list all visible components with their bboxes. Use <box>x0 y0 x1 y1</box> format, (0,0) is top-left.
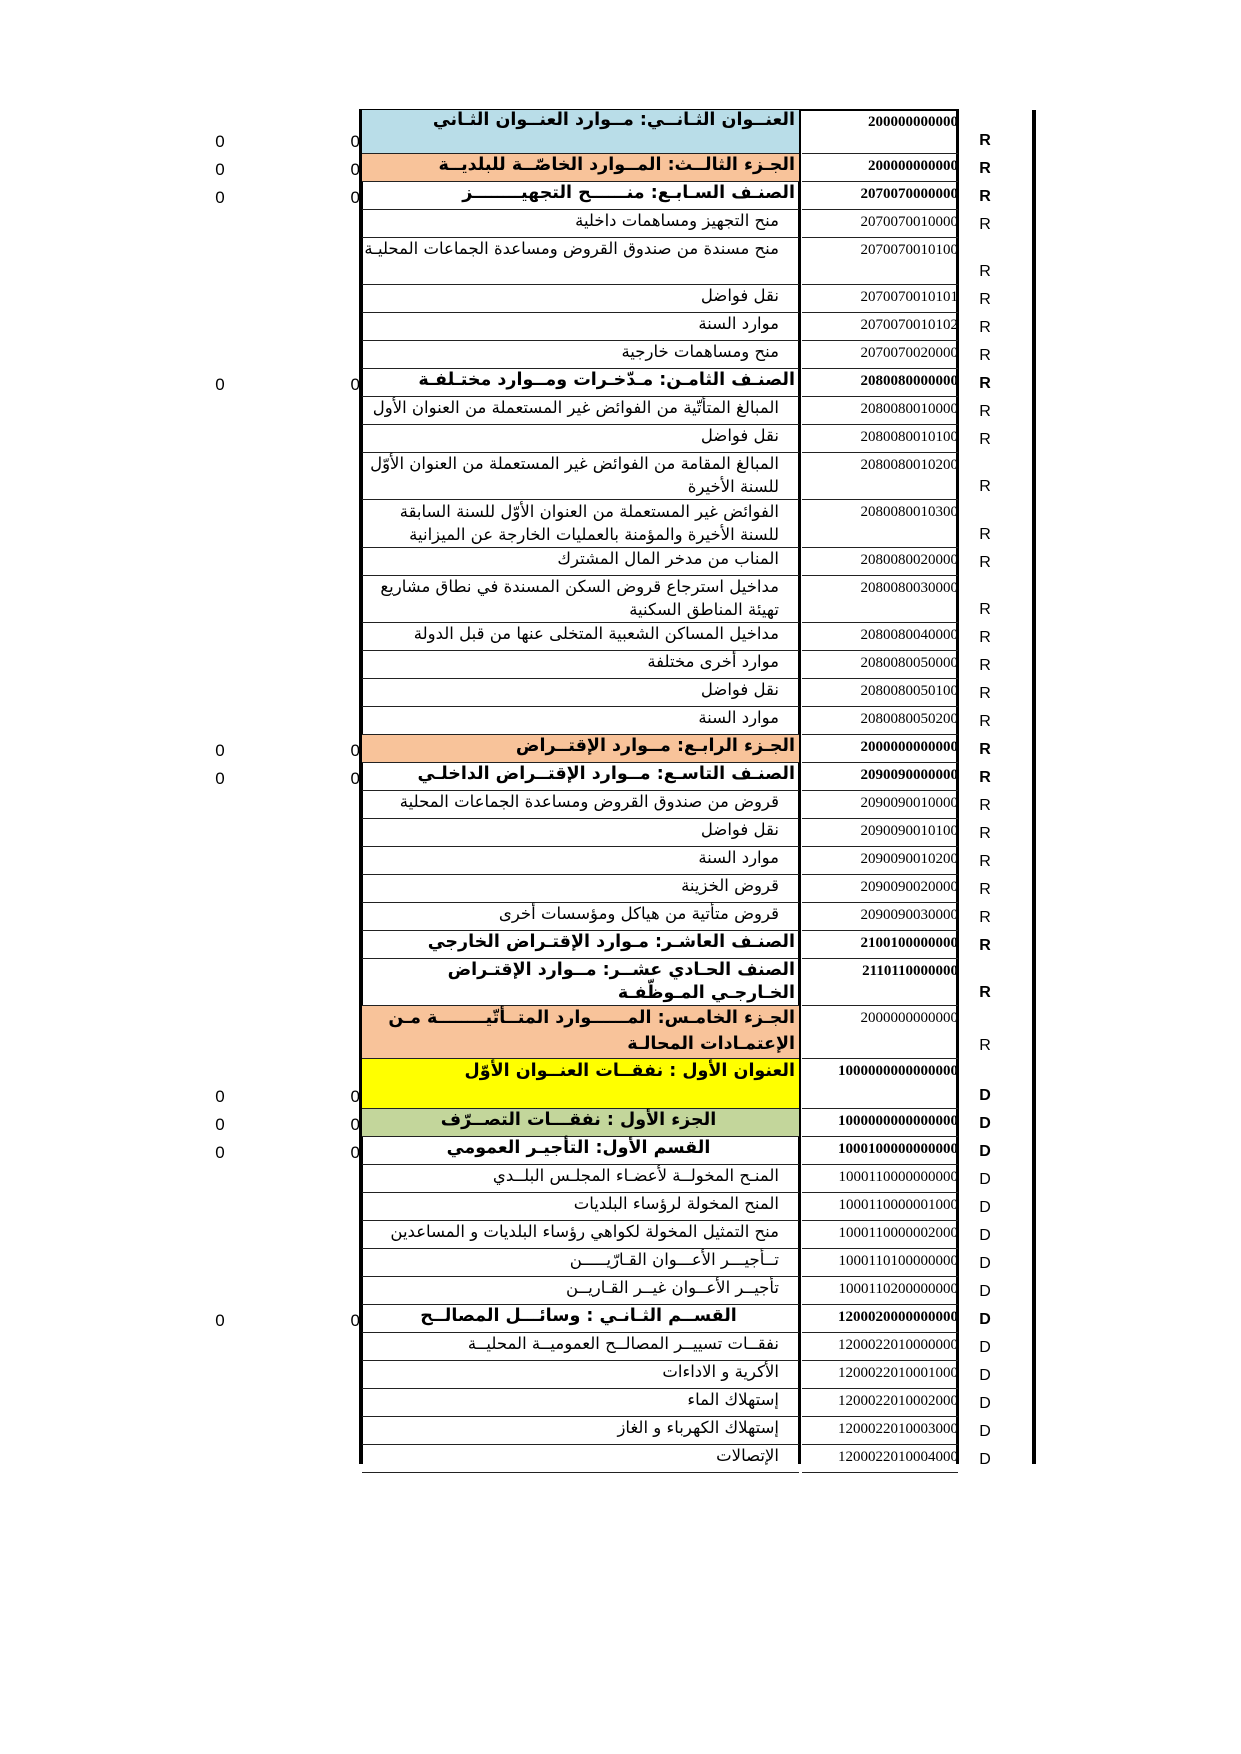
type-flag: R <box>979 853 991 870</box>
row-label-cell[interactable]: نقل فواضل <box>362 819 799 847</box>
left-zero-value: 0 <box>215 1311 225 1330</box>
table-row <box>0 875 1241 903</box>
account-code-cell[interactable]: 1000000000000000 <box>802 1109 958 1137</box>
row-label-cell[interactable]: قروض متأتية من هياكل ومؤسسات أخرى <box>362 903 799 931</box>
table-row <box>0 1277 1241 1305</box>
account-code-cell[interactable]: 1000100000000000 <box>802 1137 958 1165</box>
row-label-cell[interactable]: العنــوان الثـانــي: مــوارد العنــوان الثـاني <box>362 110 799 154</box>
row-label-cell[interactable]: موارد السنة <box>362 847 799 875</box>
table-row <box>0 959 1241 1006</box>
account-code-cell[interactable]: 200000000000 <box>802 110 958 154</box>
zero-value: 0 <box>350 741 360 760</box>
table-row <box>0 1445 1241 1473</box>
row-label-cell[interactable]: تأجيــر الأعــوان غيــر القـاريــن <box>362 1277 799 1305</box>
zero-value: 0 <box>350 375 360 394</box>
account-code-cell[interactable]: 1000110000001000 <box>802 1193 958 1221</box>
type-flag: D <box>979 1143 991 1160</box>
zero-value: 0 <box>350 1311 360 1330</box>
row-label-cell[interactable]: نفقــات تسييــر المصالــح العموميــة المحليــة <box>362 1333 799 1361</box>
type-flag: R <box>979 657 991 674</box>
left-zero-value: 0 <box>215 1143 225 1162</box>
row-label-cell[interactable]: القســم الثـانـي : وسائـــل المصالــح <box>362 1305 799 1333</box>
row-label-cell[interactable]: نقل فواضل <box>362 285 799 313</box>
type-flag: R <box>979 685 991 702</box>
account-code-cell[interactable]: 2080080020000 <box>802 548 958 576</box>
account-code-cell[interactable]: 1200022010000000 <box>802 1333 958 1361</box>
type-flag: D <box>979 1115 991 1132</box>
type-flag: R <box>979 741 991 758</box>
type-flag: D <box>979 1199 991 1216</box>
table-row <box>0 1221 1241 1249</box>
table-row <box>0 1193 1241 1221</box>
type-flag: D <box>979 1087 991 1104</box>
type-flag: R <box>979 1037 991 1054</box>
row-label-cell[interactable]: العنوان الأول : نفقــات العنــوان الأوّل <box>362 1059 799 1109</box>
row-label-cell[interactable]: الأكرية و الاداءات <box>362 1361 799 1389</box>
account-code-cell[interactable]: 2080080010300 <box>802 500 958 548</box>
row-label-cell[interactable]: إستهلاك الماء <box>362 1389 799 1417</box>
type-flag: R <box>979 375 991 392</box>
account-code-cell[interactable]: 2070070010101 <box>802 285 958 313</box>
type-flag: D <box>979 1367 991 1384</box>
type-flag: R <box>979 909 991 926</box>
account-code-cell[interactable]: 1000110200000000 <box>802 1277 958 1305</box>
account-code-cell[interactable]: 2090090020000 <box>802 875 958 903</box>
account-code-cell[interactable]: 1200022010001000 <box>802 1361 958 1389</box>
row-label-cell[interactable]: المبالغ المتأتّية من الفوائض غير المستعملة من العنوان الأول <box>362 397 799 425</box>
table-row <box>0 679 1241 707</box>
row-label-cell[interactable]: منح التمثيل المخولة لكواهي رؤساء البلديات و المساعدين <box>362 1221 799 1249</box>
row-label-cell[interactable]: مداخيل استرجاع قروض السكن المسندة في نطاق مشاريع تهيئة المناطق السكنية <box>362 576 799 623</box>
row-label-cell[interactable]: الصنـف الثامـن: مـدّخـرات ومــوارد مختـلفـة <box>362 369 799 397</box>
row-label-cell[interactable]: المنح المخولة لرؤساء البلديات <box>362 1193 799 1221</box>
table-row <box>0 285 1241 313</box>
type-flag: R <box>979 132 991 149</box>
type-flag: R <box>979 403 991 420</box>
account-code-cell[interactable]: 2000000000000 <box>802 1006 958 1059</box>
row-label-cell[interactable]: إستهلاك الكهرباء و الغاز <box>362 1417 799 1445</box>
row-label-cell[interactable]: الإتصالات <box>362 1445 799 1473</box>
account-code-cell[interactable]: 2080080010200 <box>802 453 958 500</box>
type-flag: R <box>979 160 991 177</box>
zero-value: 0 <box>350 1143 360 1162</box>
table-row <box>0 1137 1241 1165</box>
type-flag: R <box>979 797 991 814</box>
account-code-cell[interactable]: 2070070010100 <box>802 238 958 285</box>
table-row <box>0 791 1241 819</box>
account-code-cell[interactable]: 2070070010102 <box>802 313 958 341</box>
table-row <box>0 500 1241 548</box>
row-label-cell[interactable]: المبالغ المقامة من الفوائض غير المستعملة من العنوان الأوّل للسنة الأخيرة <box>362 453 799 500</box>
table-row <box>0 1305 1241 1333</box>
zero-value: 0 <box>350 1087 360 1106</box>
type-flag: R <box>979 263 991 280</box>
table-row <box>0 1059 1241 1109</box>
account-code-cell[interactable]: 1000110000000000 <box>802 1165 958 1193</box>
type-flag: D <box>979 1451 991 1468</box>
table-row <box>0 313 1241 341</box>
type-flag: R <box>979 188 991 205</box>
table-row <box>0 903 1241 931</box>
row-label-cell[interactable]: الجـزء الخامـس: المــــــوارد المتــأتّيــــــــة مـن الإعتمـادات المحالـة <box>362 1006 799 1059</box>
table-row <box>0 735 1241 763</box>
account-code-cell[interactable]: 2080080040000 <box>802 623 958 651</box>
type-flag: D <box>979 1423 991 1440</box>
table-row <box>0 819 1241 847</box>
type-flag: D <box>979 1395 991 1412</box>
row-label-cell[interactable]: منح ومساهمات خارجية <box>362 341 799 369</box>
row-label-cell[interactable]: منح التجهيز ومساهمات داخلية <box>362 210 799 238</box>
row-label-cell[interactable]: موارد السنة <box>362 707 799 735</box>
left-zero-value: 0 <box>215 1087 225 1106</box>
table-row <box>0 847 1241 875</box>
zero-value: 0 <box>350 132 360 151</box>
type-flag: R <box>979 629 991 646</box>
zero-value: 0 <box>350 160 360 179</box>
row-label-cell[interactable]: نقل فواضل <box>362 679 799 707</box>
row-label-cell[interactable]: الصنـف العاشـر: مـوارد الإقتـراض الخارجي <box>362 931 799 959</box>
row-label-cell[interactable]: القسم الأول: التأجيـر العمومي <box>362 1137 799 1165</box>
type-flag: R <box>979 478 991 495</box>
row-label-cell[interactable]: الصنـف التاسـع: مــوارد الإقتــراض الداخلـي <box>362 763 799 791</box>
type-flag: R <box>979 601 991 618</box>
table-row <box>0 623 1241 651</box>
account-code-cell[interactable]: 2110110000000 <box>802 959 958 1006</box>
account-code-cell[interactable]: 2100100000000 <box>802 931 958 959</box>
row-label-cell[interactable]: الصنـف السـابـع: منــــــح التجهيــــــــز <box>362 182 799 210</box>
table-row <box>0 238 1241 285</box>
table-row <box>0 1389 1241 1417</box>
table-row <box>0 763 1241 791</box>
type-flag: R <box>979 713 991 730</box>
table-row <box>0 341 1241 369</box>
account-code-cell[interactable]: 2090090030000 <box>802 903 958 931</box>
account-code-cell[interactable]: 2090090000000 <box>802 763 958 791</box>
left-zero-value: 0 <box>215 188 225 207</box>
table-row <box>0 1006 1241 1059</box>
account-code-cell[interactable]: 200000000000 <box>802 154 958 182</box>
left-zero-value: 0 <box>215 160 225 179</box>
table-row <box>0 931 1241 959</box>
table-row <box>0 1333 1241 1361</box>
zero-value: 0 <box>350 769 360 788</box>
table-row <box>0 576 1241 623</box>
account-code-cell[interactable]: 2090090010000 <box>802 791 958 819</box>
account-code-cell[interactable]: 2080080050000 <box>802 651 958 679</box>
left-zero-value: 0 <box>215 132 225 151</box>
row-label-cell[interactable]: موارد السنة <box>362 313 799 341</box>
row-label-cell[interactable]: منح مسندة من صندوق القروض ومساعدة الجماعات المحليـة <box>362 238 799 285</box>
table-row <box>0 110 1241 154</box>
table-row <box>0 1249 1241 1277</box>
table-row <box>0 707 1241 735</box>
type-flag: R <box>979 526 991 543</box>
type-flag: R <box>979 937 991 954</box>
type-flag: D <box>979 1283 991 1300</box>
row-label-cell[interactable]: المنـح المخولــة لأعضـاء المجلـس البلــدي <box>362 1165 799 1193</box>
zero-value: 0 <box>350 1115 360 1134</box>
type-flag: D <box>979 1227 991 1244</box>
left-zero-value: 0 <box>215 769 225 788</box>
type-flag: R <box>979 881 991 898</box>
row-label-cell[interactable]: الفوائض غير المستعملة من العنوان الأوّل للسنة السابقة للسنة الأخيرة والمؤمنة بالعمليات الخارجة عن الميزانية <box>362 500 799 548</box>
account-code-cell[interactable]: 2000000000000 <box>802 735 958 763</box>
type-flag: D <box>979 1255 991 1272</box>
table-row <box>0 425 1241 453</box>
account-code-cell[interactable]: 1000000000000000 <box>802 1059 958 1109</box>
type-flag: D <box>979 1171 991 1188</box>
table-row <box>0 1361 1241 1389</box>
row-label-cell[interactable]: الجزء الأول : نفقـــات التصــرّف <box>362 1109 799 1137</box>
account-code-cell[interactable]: 2070070000000 <box>802 182 958 210</box>
account-code-cell[interactable]: 2090090010200 <box>802 847 958 875</box>
table-row <box>0 369 1241 397</box>
table-row <box>0 1417 1241 1445</box>
account-code-cell[interactable]: 1200020000000000 <box>802 1305 958 1333</box>
account-code-cell[interactable]: 2070070020000 <box>802 341 958 369</box>
type-flag: R <box>979 984 991 1001</box>
account-code-cell[interactable]: 2080080030000 <box>802 576 958 623</box>
account-code-cell[interactable]: 2080080000000 <box>802 369 958 397</box>
row-label-cell[interactable]: الصنف الحـادي عشــر: مــوارد الإقتـراض الخـارجـي المـوظّفـة <box>362 959 799 1006</box>
table-row <box>0 651 1241 679</box>
row-label-cell[interactable]: الجـزء الرابـع: مــوارد الإقتــراض <box>362 735 799 763</box>
type-flag: R <box>979 216 991 233</box>
account-code-cell[interactable]: 2080080050100 <box>802 679 958 707</box>
table-row <box>0 397 1241 425</box>
row-label-cell[interactable]: تــأجيـــر الأعـــوان القـارّيـــــن <box>362 1249 799 1277</box>
table-row <box>0 154 1241 182</box>
table-row <box>0 182 1241 210</box>
type-flag: R <box>979 769 991 786</box>
account-code-cell[interactable]: 1000110100000000 <box>802 1249 958 1277</box>
zero-value: 0 <box>350 188 360 207</box>
account-code-cell[interactable]: 2090090010100 <box>802 819 958 847</box>
table-row <box>0 1165 1241 1193</box>
row-label-cell[interactable]: الجـزء الثالــث: المــوارد الخاصّــة للبلديــة <box>362 154 799 182</box>
type-flag: R <box>979 319 991 336</box>
row-label-cell[interactable]: المناب من مدخر المال المشترك <box>362 548 799 576</box>
row-label-cell[interactable]: مداخيل المساكن الشعبية المتخلى عنها من قبل الدولة <box>362 623 799 651</box>
account-code-cell[interactable]: 1200022010004000 <box>802 1445 958 1473</box>
left-zero-value: 0 <box>215 741 225 760</box>
account-code-cell[interactable]: 2080080010000 <box>802 397 958 425</box>
row-label-cell[interactable]: نقل فواضل <box>362 425 799 453</box>
table-row <box>0 1109 1241 1137</box>
type-flag: R <box>979 431 991 448</box>
type-flag: R <box>979 347 991 364</box>
table-row <box>0 453 1241 500</box>
type-flag: R <box>979 554 991 571</box>
account-code-cell[interactable]: 2080080050200 <box>802 707 958 735</box>
account-code-cell[interactable]: 2080080010100 <box>802 425 958 453</box>
row-label-cell[interactable]: قروض من صندوق القروض ومساعدة الجماعات المحلية <box>362 791 799 819</box>
account-code-cell[interactable]: 1200022010002000 <box>802 1389 958 1417</box>
account-code-cell[interactable]: 2070070010000 <box>802 210 958 238</box>
type-flag: R <box>979 825 991 842</box>
table-row <box>0 210 1241 238</box>
account-code-cell[interactable]: 1000110000002000 <box>802 1221 958 1249</box>
type-flag: R <box>979 291 991 308</box>
row-label-cell[interactable]: قروض الخزينة <box>362 875 799 903</box>
type-flag: D <box>979 1339 991 1356</box>
left-zero-value: 0 <box>215 1115 225 1134</box>
row-label-cell[interactable]: موارد أخرى مختلفة <box>362 651 799 679</box>
table-row <box>0 548 1241 576</box>
type-flag: D <box>979 1311 991 1328</box>
account-code-cell[interactable]: 1200022010003000 <box>802 1417 958 1445</box>
left-zero-value: 0 <box>215 375 225 394</box>
